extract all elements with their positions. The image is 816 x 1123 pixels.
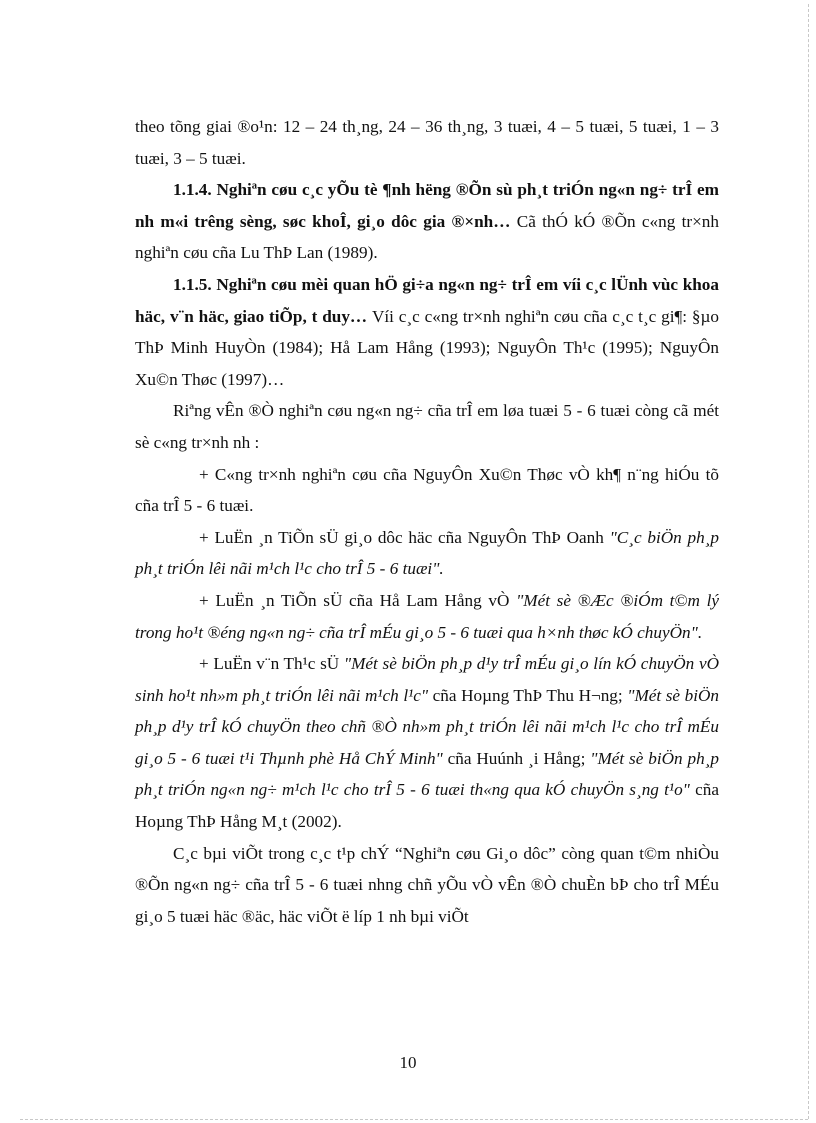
paragraph bbox=[135, 648, 719, 838]
text-run: theo tõng giai ®o¹n: 12 – 24 th¸ng, 24 – 36 th¸ng, 3 tuæi, 4 – 5 tuæi, 5 tuæi, 1 – 3 tuæi, 3 – 5 tuæi. bbox=[135, 117, 719, 168]
text-run: Cã thÓ kÓ ®Õn c«ng tr×nh nghiªn cøu cña Lu ThÞ Lan (1989). bbox=[135, 211, 719, 263]
text-run: "Mét sè ®Æc ®iÓm t©m lý trong ho¹t ®éng ng«n ng÷ cña trÎ mÉu gi¸o 5 - 6 tuæi qua h×nh thøc kÓ chuyÖn". bbox=[135, 590, 719, 642]
text-run: + LuËn ¸n TiÕn sÜ cña Hå Lam Hång vÒ bbox=[199, 590, 517, 610]
text-run: + LuËn ¸n TiÕn sÜ gi¸o dôc häc cña NguyÔn ThÞ Oanh bbox=[199, 527, 610, 547]
text-run: cña Huúnh ¸i Hång; bbox=[442, 748, 591, 768]
text-run: 1.1.5. Nghiªn cøu mèi quan hÖ gi÷a ng«n ng÷ trÎ em víi c¸c lÜnh vùc khoa häc, v¨n häc, giao tiÕp, t duy… bbox=[135, 274, 719, 326]
text-run: 1.1.4. Nghiªn cøu c¸c yÕu tè ¶nh hëng ®Õn sù ph¸t triÓn ng«n ng÷ trÎ em nh m«i trêng sèng, søc khoÎ, gi¸o dôc gia ®×nh… bbox=[135, 180, 719, 231]
paragraph bbox=[135, 395, 719, 458]
paragraph bbox=[135, 269, 719, 395]
paragraph bbox=[135, 459, 719, 522]
text-run: C¸c bµi viÕt trong c¸c t¹p chÝ “Nghiªn cøu Gi¸o dôc” còng quan t©m nhiÒu ®Õn ng«n ng÷ cña trÎ 5 - 6 tuæi nhng chñ yÕu vÒ vÊn ®Ò chuÈn bÞ cho trÎ MÉu gi¸o 5 tuæi häc ®äc, häc viÕt ë líp 1 nh bµi viÕt bbox=[135, 843, 719, 926]
text-run: "Mét sè biÖn ph¸p d¹y trÎ kÓ chuyÖn theo chñ ®Ò nh»m ph¸t triÓn lêi nãi m¹ch l¹c cho trÎ mÉu gi¸o 5 - 6 tuæi t¹i Thµnh phè Hå ChÝ Minh" bbox=[135, 685, 719, 768]
text-run: "C¸c biÖn ph¸p ph¸t triÓn lêi nãi m¹ch l¹c cho trÎ 5 - 6 tuæi". bbox=[135, 527, 719, 579]
text-run: Víi c¸c c«ng tr×nh nghiªn cøu cña c¸c t¸c gi¶: §µo ThÞ Minh HuyÒn (1984); Hå Lam Hång (1993); NguyÔn Th¹c (1995); NguyÔn Xu©n Thøc (1997)… bbox=[135, 306, 719, 389]
body-text bbox=[135, 111, 719, 932]
paragraph bbox=[135, 111, 719, 174]
text-run: "Mét sè biÖn ph¸p ph¸t triÓn ng«n ng÷ m¹ch l¹c cho trÎ 5 - 6 tuæi th«ng qua kÓ chuyÖn s¸ng t¹o" bbox=[135, 748, 719, 800]
text-run: "Mét sè biÖn ph¸p d¹y trÎ mÉu gi¸o lín kÓ chuyÖn vÒ sinh ho¹t nh»m ph¸t triÓn lêi nãi m¹ch l¹c" bbox=[135, 654, 719, 705]
text-run: cña Hoµng ThÞ Thu H¬ng; bbox=[428, 685, 628, 705]
paragraph bbox=[135, 585, 719, 648]
text-run: Riªng vÊn ®Ò nghiªn cøu ng«n ng÷ cña trÎ em løa tuæi 5 - 6 tuæi còng cã mét sè c«ng tr×nh nh : bbox=[135, 401, 719, 452]
paragraph bbox=[135, 174, 719, 269]
paragraph bbox=[135, 522, 719, 585]
text-run: + LuËn v¨n Th¹c sÜ bbox=[199, 654, 344, 674]
page-number: 10 bbox=[399, 1053, 417, 1072]
page-edge-horizontal bbox=[20, 1119, 808, 1120]
paragraph bbox=[135, 838, 719, 933]
text-run: cña Hoµng ThÞ Hång M¸t (2002). bbox=[135, 780, 719, 832]
page-edge-vertical bbox=[808, 4, 809, 1119]
text-run: + C«ng tr×nh nghiªn cøu cña NguyÔn Xu©n Thøc vÒ kh¶ n¨ng hiÓu tõ cña trÎ 5 - 6 tuæi. bbox=[135, 464, 719, 516]
